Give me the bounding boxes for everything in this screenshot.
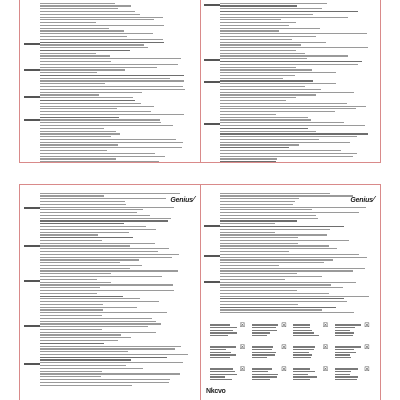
text-line (220, 287, 343, 288)
text-line (40, 254, 179, 255)
text-line (220, 67, 296, 68)
text-line (220, 262, 324, 263)
text-line (40, 279, 97, 280)
text-line (40, 232, 129, 233)
text-line (40, 114, 184, 115)
section-heading (24, 69, 40, 71)
text-line (220, 97, 296, 98)
page-bottom-right (200, 185, 380, 400)
text-line (220, 290, 297, 291)
text-line (40, 268, 130, 269)
text-line (220, 293, 329, 294)
certification-block (252, 323, 288, 339)
text-column (220, 0, 374, 162)
text-line (40, 229, 156, 230)
text-line (40, 111, 151, 112)
text-line (40, 28, 109, 29)
text-line (220, 42, 326, 43)
text-line (220, 58, 307, 59)
text-line (40, 337, 131, 338)
text-line (40, 368, 143, 369)
section-heading (24, 43, 40, 45)
text-line (40, 273, 111, 274)
text-line (40, 301, 159, 302)
text-line (40, 284, 173, 285)
text-line (220, 156, 353, 157)
text-line (40, 245, 130, 246)
text-line (220, 64, 358, 65)
text-line (220, 195, 353, 196)
text-line (40, 139, 176, 140)
text-line (40, 78, 170, 79)
text-line (220, 296, 369, 297)
text-line (40, 64, 178, 65)
text-line (220, 122, 344, 123)
text-line (40, 240, 102, 241)
text-line (40, 312, 167, 313)
text-line (40, 351, 128, 352)
text-line (220, 106, 366, 107)
text-line (220, 33, 367, 34)
text-line (40, 17, 163, 18)
text-line (40, 270, 178, 271)
text-line (220, 309, 322, 310)
text-line (220, 248, 337, 249)
text-line (220, 245, 329, 246)
text-line (220, 147, 289, 148)
text-line (40, 61, 111, 62)
text-line (220, 193, 330, 194)
text-line (220, 47, 368, 48)
text-line (40, 359, 131, 360)
text-line (40, 144, 118, 145)
text-line (40, 371, 102, 372)
text-line (40, 215, 150, 216)
text-line (40, 198, 166, 199)
text-line (220, 5, 297, 6)
certification-block (335, 367, 371, 383)
bin-icon: ☒ (239, 323, 246, 329)
heading-column (22, 0, 40, 162)
text-line (220, 108, 356, 109)
text-line (220, 270, 353, 271)
text-line (40, 136, 111, 137)
text-line (220, 226, 344, 227)
section-heading (24, 280, 40, 282)
text-line (40, 100, 135, 101)
text-line (220, 92, 354, 93)
text-line (220, 61, 362, 62)
text-line (40, 193, 180, 194)
text-line (220, 153, 357, 154)
bottom-spread (19, 184, 381, 400)
text-line (40, 92, 142, 93)
section-heading (24, 96, 40, 98)
text-line (220, 218, 318, 219)
text-line (40, 122, 161, 123)
text-line (40, 332, 156, 333)
text-line (40, 385, 132, 386)
text-line (40, 19, 154, 20)
text-line (40, 80, 184, 81)
text-line (40, 131, 116, 132)
certification-block (335, 345, 371, 361)
certification-block (252, 345, 288, 361)
section-heading (24, 363, 40, 365)
text-line (40, 72, 97, 73)
page-bottom-left (20, 185, 201, 400)
text-line (220, 69, 312, 70)
text-line (40, 161, 159, 162)
text-line (40, 226, 146, 227)
text-line (40, 365, 126, 366)
section-heading (24, 325, 40, 327)
text-line (220, 259, 333, 260)
text-line (220, 212, 359, 213)
text-line (220, 220, 297, 221)
text-line (40, 3, 115, 4)
bin-icon: ☒ (364, 323, 370, 329)
text-line (40, 265, 142, 266)
certification-block (293, 367, 329, 383)
text-line (40, 315, 102, 316)
text-line (220, 284, 331, 285)
text-line (220, 36, 316, 37)
text-line (220, 19, 281, 20)
text-line (220, 3, 327, 4)
text-line (220, 276, 322, 277)
text-line (220, 14, 313, 15)
text-line (40, 55, 110, 56)
section-heading (204, 81, 220, 83)
certification-block (210, 345, 246, 361)
text-line (40, 69, 125, 70)
text-line (220, 80, 313, 81)
text-line (220, 234, 327, 235)
text-line (220, 131, 316, 132)
text-line (40, 307, 137, 308)
text-line (220, 133, 368, 134)
text-line (40, 212, 137, 213)
text-line (220, 72, 336, 73)
text-line (40, 150, 107, 151)
certification-grid (210, 323, 370, 383)
bin-icon: ☒ (281, 345, 287, 351)
page-top-left (20, 0, 201, 162)
text-line (220, 273, 297, 274)
text-line (40, 296, 123, 297)
text-line (220, 257, 367, 258)
text-line (220, 237, 298, 238)
text-line (40, 156, 165, 157)
text-line (40, 142, 183, 143)
text-line (40, 248, 169, 249)
text-line (220, 22, 296, 23)
text-line (40, 47, 148, 48)
bin-icon: ☒ (281, 367, 287, 373)
section-heading (204, 123, 220, 125)
text-line (220, 229, 330, 230)
section-heading (204, 225, 220, 227)
text-line (40, 207, 174, 208)
text-column (40, 0, 194, 162)
text-line (40, 262, 120, 263)
text-line (40, 97, 133, 98)
text-line (220, 8, 322, 9)
text-line (220, 103, 347, 104)
text-line (220, 39, 292, 40)
text-line (40, 357, 167, 358)
text-line (40, 5, 131, 6)
text-line (220, 111, 335, 112)
section-heading (24, 245, 40, 247)
text-line (220, 204, 293, 205)
text-line (220, 144, 299, 145)
text-line (220, 251, 289, 252)
footer-brand: Nkcvo (206, 388, 226, 395)
text-line (220, 215, 316, 216)
text-line (40, 117, 119, 118)
certification-block (210, 367, 246, 383)
text-line (40, 259, 139, 260)
text-line (220, 243, 298, 244)
text-line (220, 50, 296, 51)
bin-icon: ☒ (322, 367, 329, 373)
text-line (220, 139, 319, 140)
page-top-right (200, 0, 380, 162)
text-line (40, 282, 111, 283)
text-line (220, 117, 308, 118)
text-line (40, 14, 140, 15)
text-line (220, 75, 295, 76)
text-line (40, 287, 100, 288)
section-heading (204, 4, 220, 6)
text-line (220, 136, 357, 137)
text-line (220, 265, 279, 266)
heading-column (22, 185, 40, 400)
text-line (220, 298, 344, 299)
text-line (220, 209, 312, 210)
text-line (220, 158, 277, 159)
text-line (220, 150, 341, 151)
text-line (40, 30, 124, 31)
text-line (40, 234, 98, 235)
text-line (40, 44, 144, 45)
text-line (220, 301, 347, 302)
section-heading (24, 207, 40, 209)
text-line (40, 382, 169, 383)
text-line (40, 86, 183, 87)
text-line (220, 78, 283, 79)
bin-icon: ☒ (239, 345, 246, 351)
text-line (220, 100, 286, 101)
text-line (40, 304, 103, 305)
text-line (40, 223, 124, 224)
text-line (220, 128, 308, 129)
text-line (220, 279, 285, 280)
text-line (40, 218, 171, 219)
text-line (40, 318, 152, 319)
text-line (40, 125, 173, 126)
text-line (40, 348, 175, 349)
text-line (40, 373, 180, 374)
text-line (40, 8, 118, 9)
text-line (220, 207, 366, 208)
text-line (220, 312, 354, 313)
text-line (220, 25, 289, 26)
text-line (40, 293, 97, 294)
certification-block (252, 367, 288, 383)
text-line (220, 114, 276, 115)
text-line (40, 119, 160, 120)
text-line (40, 89, 185, 90)
text-line (220, 30, 279, 31)
text-line (40, 33, 153, 34)
text-line (220, 53, 305, 54)
text-line (220, 282, 356, 283)
text-line (40, 334, 121, 335)
text-line (40, 298, 140, 299)
bin-icon: ☒ (322, 323, 329, 329)
top-spread (19, 0, 381, 163)
text-line (40, 237, 133, 238)
section-heading (24, 119, 40, 121)
text-line (40, 153, 155, 154)
bin-icon: ☒ (322, 345, 329, 351)
text-line (40, 42, 164, 43)
bin-icon: ☒ (364, 367, 370, 373)
text-line (40, 354, 188, 355)
text-line (40, 340, 118, 341)
text-line (40, 36, 127, 37)
text-line (40, 209, 143, 210)
certification-block (335, 323, 371, 339)
text-line (40, 108, 117, 109)
text-line (220, 307, 336, 308)
certification-block (293, 323, 329, 339)
text-line (220, 94, 316, 95)
text-line (220, 89, 321, 90)
text-line (40, 257, 172, 258)
text-line (40, 147, 182, 148)
text-line (220, 125, 365, 126)
text-line (220, 28, 320, 29)
brand-logo: Genius⁄ (350, 195, 374, 204)
text-line (40, 376, 101, 377)
text-line (40, 53, 96, 54)
text-line (220, 119, 311, 120)
text-line (40, 195, 104, 196)
bin-icon: ☒ (364, 345, 370, 351)
text-line (40, 251, 158, 252)
text-column (40, 185, 194, 400)
text-line (40, 309, 103, 310)
text-line (220, 142, 350, 143)
text-line (40, 75, 184, 76)
certification-block (293, 345, 329, 361)
text-line (220, 223, 275, 224)
text-line (40, 94, 99, 95)
text-line (220, 17, 348, 18)
text-line (40, 243, 155, 244)
text-line (220, 86, 305, 87)
text-line (40, 201, 125, 202)
section-heading (204, 255, 220, 257)
text-line (220, 11, 358, 12)
text-line (40, 50, 130, 51)
text-line (220, 240, 349, 241)
text-line (220, 44, 301, 45)
bin-icon: ☒ (281, 323, 287, 329)
text-line (220, 304, 298, 305)
text-line (40, 220, 168, 221)
text-line (220, 268, 365, 269)
text-line (220, 161, 276, 162)
text-line (220, 254, 359, 255)
heading-column (202, 0, 220, 162)
text-line (40, 106, 154, 107)
text-line (40, 362, 183, 363)
brand-logo: Genius⁄ (170, 195, 194, 204)
text-line (40, 321, 156, 322)
text-line (220, 198, 299, 199)
text-line (40, 103, 141, 104)
text-line (40, 343, 104, 344)
text-line (40, 128, 104, 129)
text-line (40, 276, 162, 277)
section-heading (204, 281, 220, 283)
text-line (40, 39, 163, 40)
text-line (220, 232, 275, 233)
text-line (40, 204, 126, 205)
text-line (40, 25, 164, 26)
text-line (40, 83, 105, 84)
text-line (40, 58, 181, 59)
section-heading (204, 59, 220, 61)
text-line (40, 326, 148, 327)
text-line (40, 133, 120, 134)
text-line (220, 55, 348, 56)
text-line (40, 323, 161, 324)
text-line (40, 158, 116, 159)
text-line (220, 201, 295, 202)
text-line (40, 67, 157, 68)
text-line (40, 346, 181, 347)
text-line (40, 22, 96, 23)
text-line (220, 83, 336, 84)
text-line (40, 379, 170, 380)
certification-block (210, 323, 246, 339)
bin-icon: ☒ (239, 367, 246, 373)
text-line (40, 11, 135, 12)
text-line (40, 290, 174, 291)
text-line (40, 329, 102, 330)
